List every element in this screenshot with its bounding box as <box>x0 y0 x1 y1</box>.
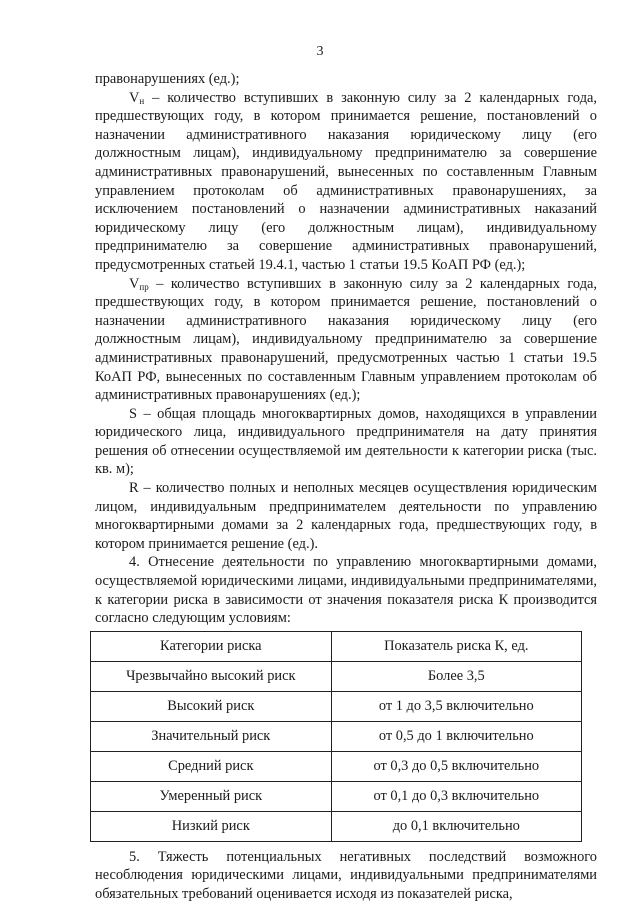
paragraph-vn-definition <box>95 89 597 275</box>
table-cell-category: Значительный риск <box>91 721 332 751</box>
table-header-cell: Категории риска <box>91 631 332 661</box>
table-cell-category: Средний риск <box>91 751 332 781</box>
paragraph-continuation: правонарушениях (ед.); <box>95 71 240 87</box>
paragraph-r-definition: R – количество полных и неполных месяцев осуществления юридическим лицом, индивидуальным предпринимателем деятельности по управлению многоквартирными домами за 2 календарных года, предшествующих году, в котором принимается решение (ед.). <box>95 480 597 552</box>
page-number: 3 <box>316 44 324 59</box>
table-row <box>91 751 582 781</box>
definition-text: – количество вступивших в законную силу за 2 календарных года, предшествующих году, в котором принимается решение, постановлений о назначении административного наказания юридическому лицу (его должностным лицам), индивидуальному предпринимателю за совершение административных правонарушений, вынесенных по составленным Главным управлением протоколам об административных правонарушениях, за исключением постановлений о назначении административных наказаний юридическому лицу (его должностным лицам), индивидуальному предпринимателю за совершение административных правонарушений, предусмотренных статьей 19.4.1, частью 1 статьи 19.5 КоАП РФ (ед.); <box>95 89 597 273</box>
risk-category-table <box>90 631 582 842</box>
table-cell-category: Умеренный риск <box>91 781 332 811</box>
table-row <box>91 691 582 721</box>
table-row <box>91 721 582 751</box>
table-header-row <box>91 631 582 661</box>
definition-text: – количество вступивших в законную силу за 2 календарных года, предшествующих году, в котором принимается решение, постановлений о назначении административного наказания юридическому лицу (его должностным лицам), индивидуальному предпринимателю за совершение административных правонарушений, предусмотренных частью 1 статьи 19.5 КоАП РФ, вынесенных по составленным Главным управлением протоколам об административных правонарушениях (ед.); <box>95 275 597 404</box>
table-cell-value: до 0,1 включительно <box>331 811 581 841</box>
table-cell-category: Чрезвычайно высокий риск <box>91 661 332 691</box>
table-cell-value: от 0,5 до 1 включительно <box>331 721 581 751</box>
variable-v: V <box>129 89 140 106</box>
paragraph-s-definition: S – общая площадь многоквартирных домов, находящихся в управлении юридического лица, индивидуального предпринимателя на дату принятия решения об отнесении осуществляемой им деятельности к категории риска (тыс. кв. м); <box>95 405 597 478</box>
table-cell-value: от 0,3 до 0,5 включительно <box>331 751 581 781</box>
paragraph-vpr-definition <box>95 275 597 405</box>
variable-subscript-n: н <box>139 95 145 106</box>
table-cell-category: Высокий риск <box>91 691 332 721</box>
paragraph-item-5: 5. Тяжесть потенциальных негативных последствий возможного несоблюдения юридическими лицами, индивидуальными предпринимателями обязательных требований оценивается исходя из показателей риска, <box>95 848 597 902</box>
table-row <box>91 781 582 811</box>
paragraph-item-4: 4. Отнесение деятельности по управлению многоквартирными домами, осуществляемой юридическими лицами, индивидуальными предпринимателями, к категории риска в зависимости от значения показателя риска К производится согласно следующим условиям: <box>95 554 597 627</box>
table-cell-value: от 1 до 3,5 включительно <box>331 691 581 721</box>
table-cell-value: от 0,1 до 0,3 включительно <box>331 781 581 811</box>
table-header-cell: Показатель риска К, ед. <box>331 631 581 661</box>
table-cell-category: Низкий риск <box>91 811 332 841</box>
table-cell-value: Более 3,5 <box>331 661 581 691</box>
variable-subscript-pr: пр <box>139 281 149 292</box>
document-body <box>95 70 597 904</box>
table-row <box>91 811 582 841</box>
table-row <box>91 661 582 691</box>
variable-v: V <box>129 275 140 292</box>
